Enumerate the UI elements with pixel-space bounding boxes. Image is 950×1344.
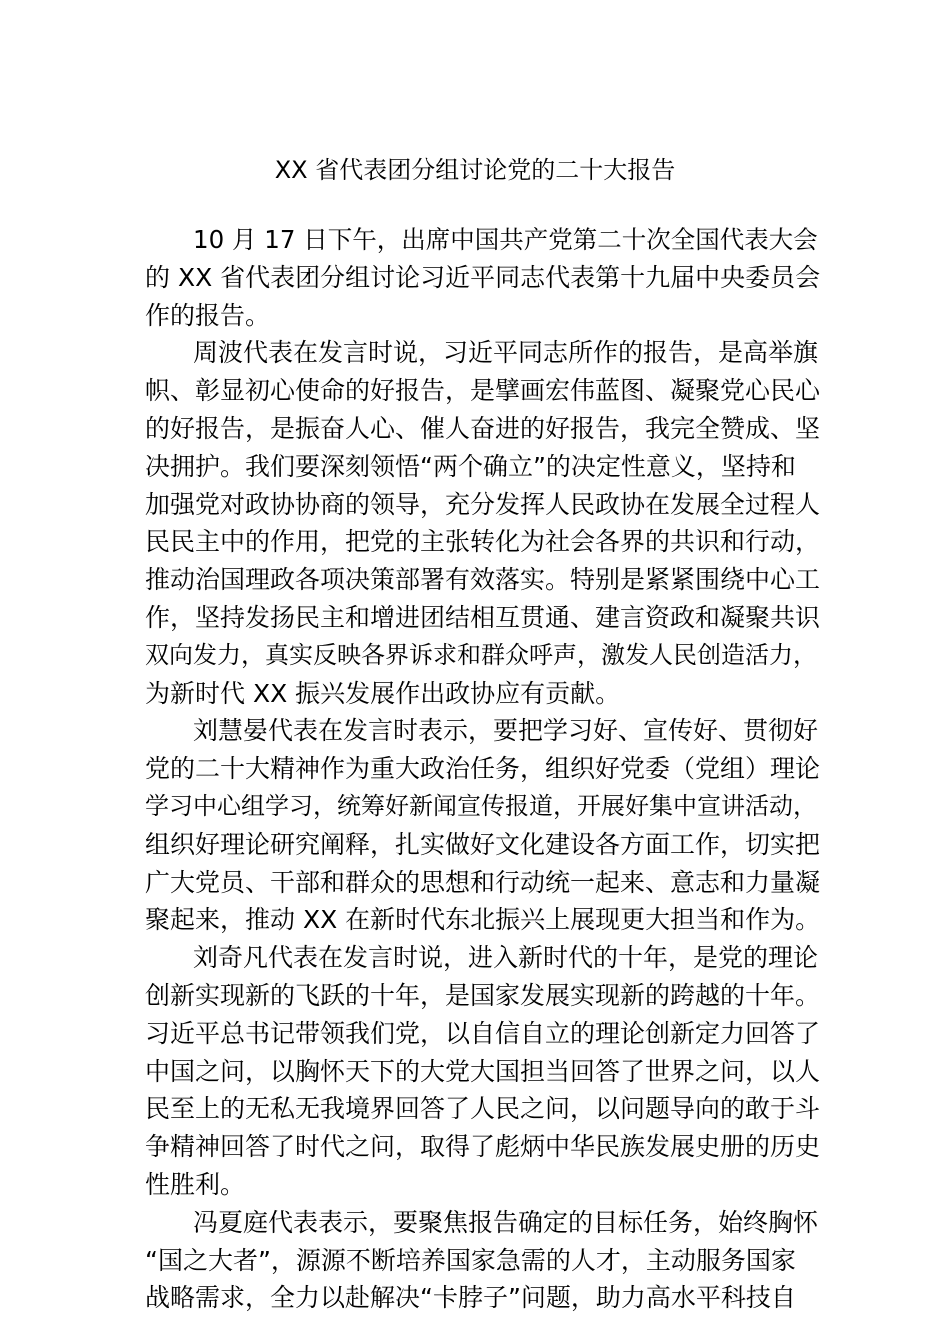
paragraph-line: 组织好理论研究阐释，扎实做好文化建设各方面工作，切实把 <box>145 829 821 859</box>
paragraph-line: 决拥护。我们要深刻领悟“两个确立”的决定性意义，坚持和 <box>145 451 796 481</box>
paragraph-line: 冯夏庭代表表示，要聚焦报告确定的目标任务，始终胸怀 <box>193 1207 819 1237</box>
paragraph-line: 帜、彰显初心使命的好报告，是擘画宏伟蓝图、凝聚党心民心 <box>145 376 821 406</box>
paragraph-line: 中国之问，以胸怀天下的大党大国担当回答了世界之问，以人 <box>145 1056 821 1086</box>
paragraph-line: 加强党对政协协商的领导，充分发挥人民政协在发展全过程人 <box>145 489 821 519</box>
paragraph <box>145 1204 820 1317</box>
paragraph-line: 10 月 17 日下午，出席中国共产党第二十次全国代表大会 <box>193 225 818 254</box>
paragraph <box>145 334 820 712</box>
paragraph-line: 民至上的无私无我境界回答了人民之问，以问题导向的敢于斗 <box>145 1094 821 1124</box>
paragraph-line: 周波代表在发言时说，习近平同志所作的报告，是高举旗 <box>193 338 819 368</box>
document-body <box>145 221 820 1317</box>
paragraph <box>145 712 820 939</box>
document-title: XX 省代表团分组讨论党的二十大报告 <box>274 156 676 184</box>
paragraph-line: 作，坚持发扬民主和增进团结相互贯通、建言资政和凝聚共识 <box>145 602 821 632</box>
paragraph-line: 战略需求，全力以赴解决“卡脖子”问题，助力高水平科技自 <box>145 1283 796 1313</box>
paragraph-line: 民民主中的作用，把党的主张转化为社会各界的共识和行动， <box>145 527 821 557</box>
paragraph-line: 的 XX 省代表团分组讨论习近平同志代表第十九届中央委员会 <box>145 262 821 292</box>
paragraph-line: 广大党员、干部和群众的思想和行动统一起来、意志和力量凝 <box>145 867 821 897</box>
paragraph-line: 党的二十大精神作为重大政治任务，组织好党委（党组）理论 <box>145 754 821 784</box>
paragraph-line: 学习中心组学习，统筹好新闻宣传报道，开展好集中宣讲活动， <box>145 791 817 820</box>
paragraph-line: 习近平总书记带领我们党，以自信自立的理论创新定力回答了 <box>145 1018 821 1048</box>
paragraph-line: 聚起来，推动 XX 在新时代东北振兴上展现更大担当和作为。 <box>145 905 821 935</box>
paragraph-line: 为新时代 XX 振兴发展作出政协应有贡献。 <box>145 678 621 708</box>
paragraph-line: 的好报告，是振奋人心、催人奋进的好报告，我完全赞成、坚 <box>145 413 821 443</box>
paragraph-line: 性胜利。 <box>145 1169 246 1199</box>
paragraph-line: 刘奇凡代表在发言时说，进入新时代的十年，是党的理论 <box>193 943 819 973</box>
paragraph-line: 推动治国理政各项决策部署有效落实。特别是紧紧围绕中心工 <box>145 565 821 595</box>
paragraph-line: 刘慧晏代表在发言时表示，要把学习好、宣传好、贯彻好 <box>193 716 819 746</box>
paragraph <box>145 939 820 1204</box>
paragraph-line: “国之大者”，源源不断培养国家急需的人才，主动服务国家 <box>145 1245 796 1275</box>
paragraph-line: 双向发力，真实反映各界诉求和群众呼声，激发人民创造活力， <box>145 640 817 669</box>
paragraph-line: 创新实现新的飞跃的十年，是国家发展实现新的跨越的十年。 <box>145 980 821 1010</box>
paragraph-line: 作的报告。 <box>145 300 271 330</box>
paragraph <box>145 221 820 334</box>
paragraph-line: 争精神回答了时代之问，取得了彪炳中华民族发展史册的历史 <box>145 1132 821 1162</box>
